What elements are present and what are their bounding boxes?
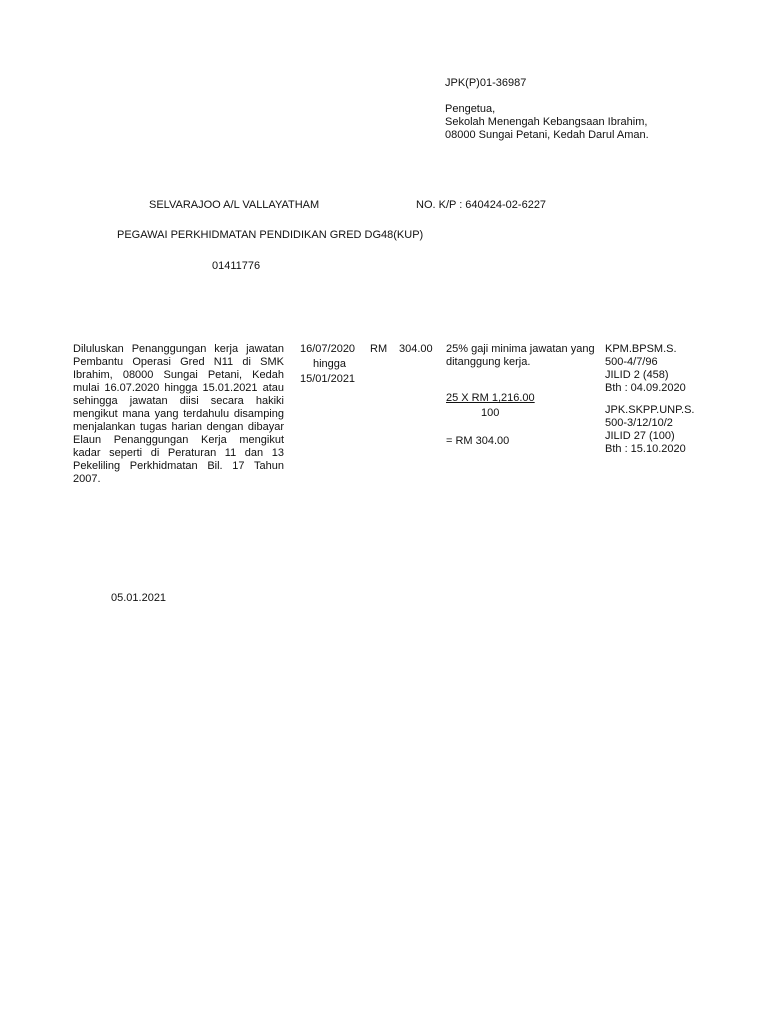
document-date: 05.01.2021 (111, 592, 167, 604)
reference-1-line-4: Bth : 04.09.2020 (605, 382, 686, 394)
reference-number: JPK(P)01-36987 (445, 77, 527, 89)
date-from: 16/07/2020 (300, 343, 356, 355)
calculation-result: = RM 304.00 (446, 435, 510, 447)
reference-2-line-4: Bth : 15.10.2020 (605, 443, 686, 455)
reference-block-1 (605, 343, 686, 395)
calculation-numerator: 25 X RM 1,216.00 (446, 392, 535, 404)
addressee-title: Pengetua, (445, 103, 496, 115)
reference-2-line-3: JILID 27 (100) (605, 430, 675, 442)
reference-1-line-2: 500-4/7/96 (605, 356, 658, 368)
date-to: 15/01/2021 (300, 373, 356, 385)
calculation-description: 25% gaji minima jawatan yang ditanggung kerja. (446, 343, 595, 368)
currency-label: RM (370, 343, 388, 355)
file-number: 01411776 (212, 260, 261, 272)
addressee-line-1: Sekolah Menengah Kebangsaan Ibrahim, (445, 116, 648, 128)
reference-2-line-2: 500-3/12/10/2 (605, 417, 673, 429)
addressee-block (445, 103, 649, 142)
calculation-denominator: 100 (481, 407, 500, 419)
employee-ic-number: NO. K/P : 640424-02-6227 (416, 199, 547, 211)
reference-1-line-1: KPM.BPSM.S. (605, 343, 677, 355)
employee-name: SELVARAJOO A/L VALLAYATHAM (149, 199, 320, 211)
employee-position: PEGAWAI PERKHIDMATAN PENDIDIKAN GRED DG48(KUP) (117, 229, 424, 241)
approval-description: Diluluskan Penanggungan kerja jawatan Pembantu Operasi Gred N11 di SMK Ibrahim, 08000 Sungai Petani, Kedah mulai 16.07.2020 hingga 15.01.2021 atau sehingga jawatan diisi secara hakiki mengikut mana yang terdahulu disamping menjalankan tugas harian dengan dibayar Elaun Penanggungan Kerja mengikut kadar seperti di Peraturan 11 dan 13 Pekeliling Perkhidmatan Bil. 17 Tahun 2007. (73, 343, 284, 485)
reference-1-line-3: JILID 2 (458) (605, 369, 669, 381)
reference-2-line-1: JPK.SKPP.UNP.S. (605, 404, 695, 416)
addressee-line-2: 08000 Sungai Petani, Kedah Darul Aman. (445, 129, 649, 141)
date-separator: hingga (313, 358, 347, 370)
reference-block-2 (605, 404, 694, 456)
allowance-amount: 304.00 (399, 343, 433, 355)
